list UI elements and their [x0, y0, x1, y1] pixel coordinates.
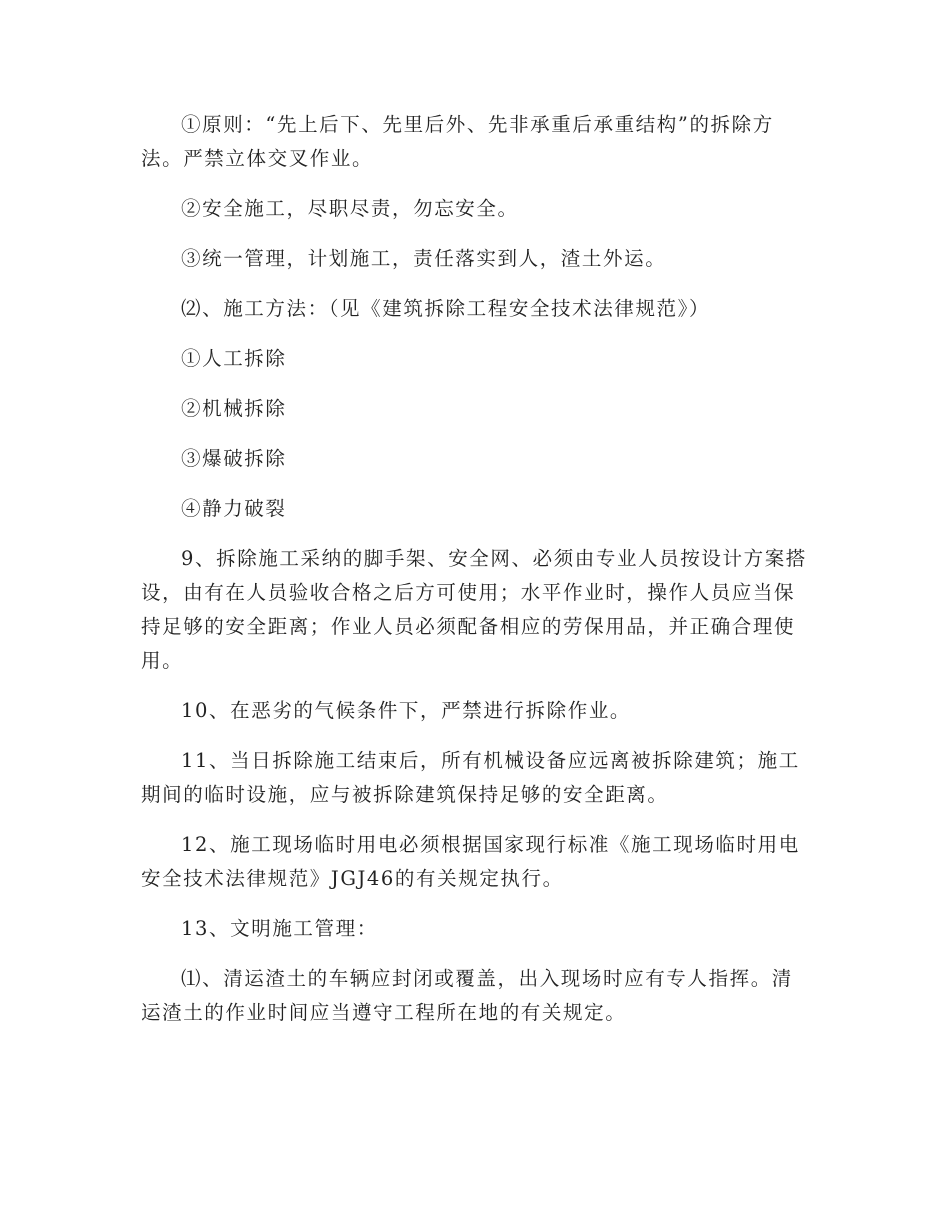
paragraph-mechanical-demolition: ②机械拆除: [181, 397, 287, 420]
document-body: [141, 108, 813, 1046]
paragraph-safety: ②安全施工，尽职尽责，勿忘安全。: [181, 197, 519, 220]
paragraph-item-13: 13、文明施工管理：: [181, 917, 378, 940]
paragraph-principle: ①原则：“先上后下、先里后外、先非承重后承重结构”的拆除方法。严禁立体交叉作业。: [141, 113, 774, 170]
paragraph-static-cracking: ④静力破裂: [181, 497, 287, 520]
paragraph-item-10: 10、在恶劣的气候条件下，严禁进行拆除作业。: [181, 699, 632, 722]
paragraph-muck-transport: ⑴、清运渣土的车辆应封闭或覆盖，出入现场时应有专人指挥。清运渣土的作业时间应当遵守工程所在地的有关规定。: [141, 967, 793, 1024]
paragraph-item-12: 12、施工现场临时用电必须根据国家现行标准《施工现场临时用电安全技术法律规范》JGJ46的有关规定执行。: [141, 833, 800, 890]
paragraph-manual-demolition: ①人工拆除: [181, 347, 287, 370]
paragraph-item-9: 9、拆除施工采纳的脚手架、安全网、必须由专业人员按设计方案搭设，由有在人员验收合格之后方可使用；水平作业时，操作人员应当保持足够的安全距离；作业人员必须配备相应的劳保用品，并正确合理使用。: [141, 547, 807, 672]
paragraph-management: ③统一管理，计划施工，责任落实到人，渣土外运。: [181, 247, 667, 270]
paragraph-blasting-demolition: ③爆破拆除: [181, 447, 287, 470]
paragraph-method-heading: ⑵、施工方法：（见《建筑拆除工程安全技术法律规范》）: [181, 297, 711, 320]
paragraph-item-11: 11、当日拆除施工结束后，所有机械设备应远离被拆除建筑；施工期间的临时设施，应与被拆除建筑保持足够的安全距离。: [141, 749, 800, 806]
